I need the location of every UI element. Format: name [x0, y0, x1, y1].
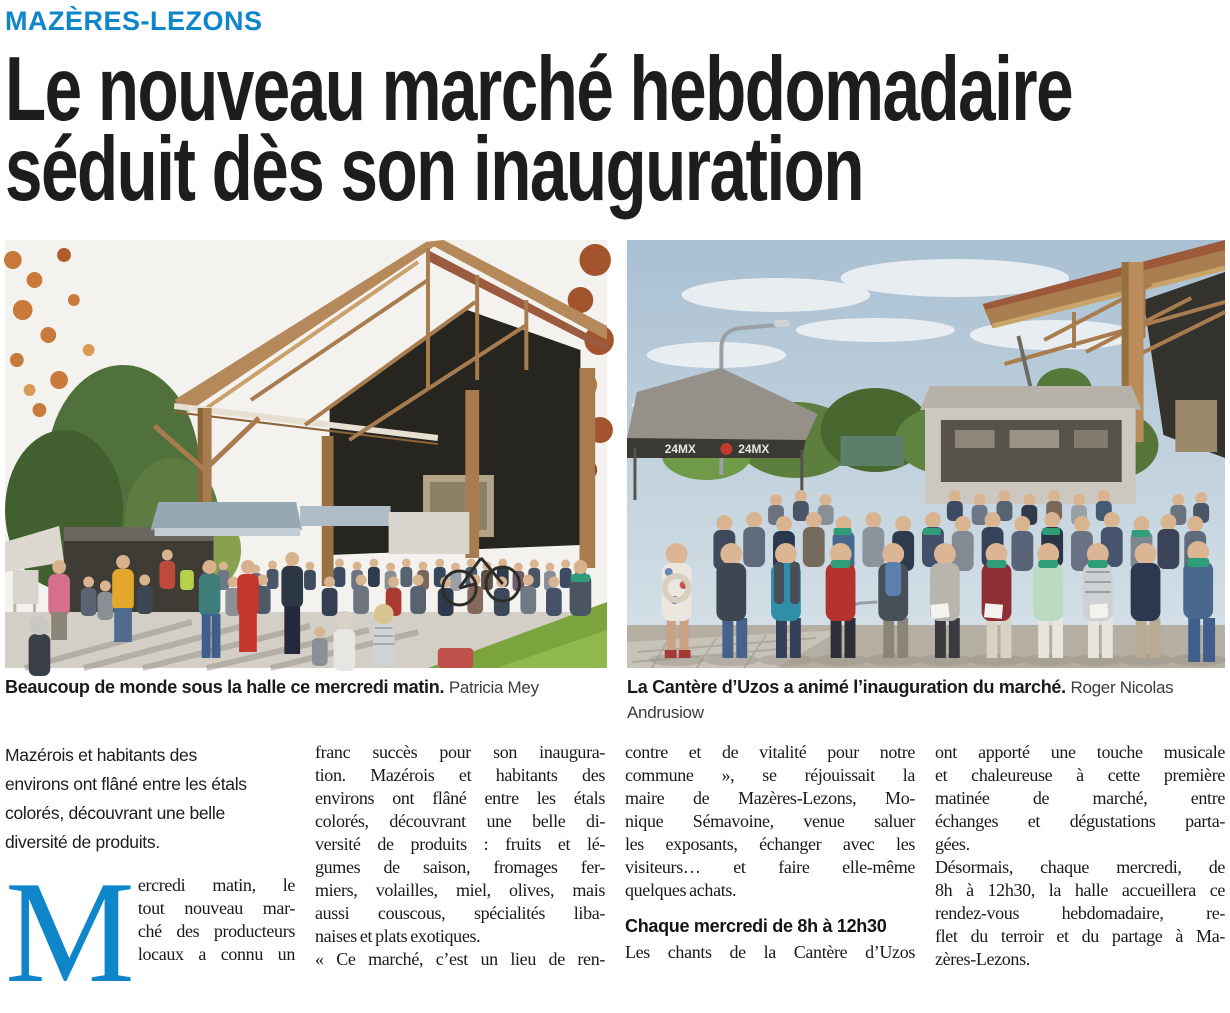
body-column-4: [935, 741, 1225, 985]
text-line: contre et de vitalité pour notre: [625, 742, 915, 762]
text-line: colorés, découvrant une belle di-: [315, 811, 605, 831]
headline-line-2: séduit dès son inauguration: [5, 119, 863, 220]
column-3-text: [625, 741, 915, 902]
text-line: gumes de saison, fromages fer-: [315, 857, 605, 877]
text-line: tout nouveau mar-: [137, 898, 295, 918]
text-line: matinée de marché, entre: [935, 788, 1225, 808]
column-3-text-after: [625, 941, 915, 964]
text-line: rendez-vous hebdomadaire, re-: [935, 903, 1225, 923]
text-line: zères-Lezons.: [935, 949, 1030, 969]
text-line: naises et plats exotiques.: [315, 926, 481, 946]
tent-brand-text: 24MX: [664, 441, 696, 457]
photo-choir-group: [627, 240, 1225, 668]
text-line: locaux a connu un: [137, 944, 295, 964]
photo-market-hall-crowd: [5, 240, 607, 668]
headline-line-1: Le nouveau marché hebdomadaire: [5, 39, 1073, 140]
text-line: Les chants de la Cantère d’Uzos: [625, 942, 915, 962]
text-line: aussi couscous, spécialités liba-: [315, 903, 605, 923]
text-line: colorés, découvrant une belle: [5, 803, 225, 823]
drop-cap: M: [5, 851, 131, 1013]
article-intro: [5, 851, 295, 1013]
body-column-3: [625, 741, 915, 985]
article-subhead: Chaque mercredi de 8h à 12h30: [625, 916, 887, 936]
text-line: et chaleureuse à cette première: [935, 765, 1225, 785]
text-line: ont apporté une touche musicale: [935, 742, 1225, 762]
body-column-1: [5, 741, 295, 1013]
text-line: versité de produits : fruits et lé-: [315, 834, 605, 854]
section-kicker: MAZÈRES-LEZONS: [5, 6, 263, 36]
text-line: Désormais, chaque mercredi, de: [935, 857, 1225, 877]
text-line: ercredi matin, le: [137, 875, 295, 895]
tent-brand-text-2: 24MX: [738, 441, 770, 457]
text-line: flet du terroir et du partage à Ma-: [935, 926, 1225, 946]
text-line: échanges et dégustations parta-: [935, 811, 1225, 831]
photo-row: [5, 240, 1225, 668]
text-line: nique Sémavoine, venue saluer: [625, 811, 915, 831]
text-line: environs ont flâné entre les étals: [5, 774, 247, 794]
text-line: quelques achats.: [625, 880, 737, 900]
caption-left: [5, 675, 607, 725]
text-line: maire de Mazères-Lezons, Mo-: [625, 788, 915, 808]
text-line: 8h à 12h30, la halle accueillera ce: [935, 880, 1225, 900]
text-line: franc succès pour son inaugura-: [315, 742, 605, 762]
text-line: ché des producteurs: [137, 921, 295, 941]
text-line: visiteurs… et faire elle-même: [625, 857, 915, 877]
photo-left-illustration: [5, 240, 607, 668]
text-line: gées.: [935, 834, 970, 854]
article-lead: [5, 741, 295, 857]
text-line: « Ce marché, c’est un lieu de ren-: [315, 949, 605, 969]
caption-left-credit: Patricia Mey: [448, 678, 539, 697]
photo-right-illustration: [627, 240, 1225, 668]
text-line: tion. Mazérois et habitants des: [315, 765, 605, 785]
text-line: les exposants, échanger avec les: [625, 834, 915, 854]
caption-right-text: La Cantère d’Uzos a animé l’inauguration du marché.: [627, 677, 1066, 697]
caption-row: [5, 675, 1225, 725]
caption-right: [627, 675, 1225, 725]
caption-right-credit: Roger Nicolas Andrusiow: [627, 678, 1174, 722]
body-column-2: [315, 741, 605, 985]
text-line: environs ont flâné entre les étals: [315, 788, 605, 808]
text-line: diversité de produits.: [5, 832, 160, 852]
article-headline: [5, 39, 1225, 220]
text-line: miers, volailles, miel, olives, mais: [315, 880, 605, 900]
text-line: commune », se réjouissait la: [625, 765, 915, 785]
text-line: Mazérois et habitants des: [5, 745, 197, 765]
article-body: [5, 741, 1225, 1013]
caption-left-text: Beaucoup de monde sous la halle ce mercredi matin.: [5, 677, 445, 697]
